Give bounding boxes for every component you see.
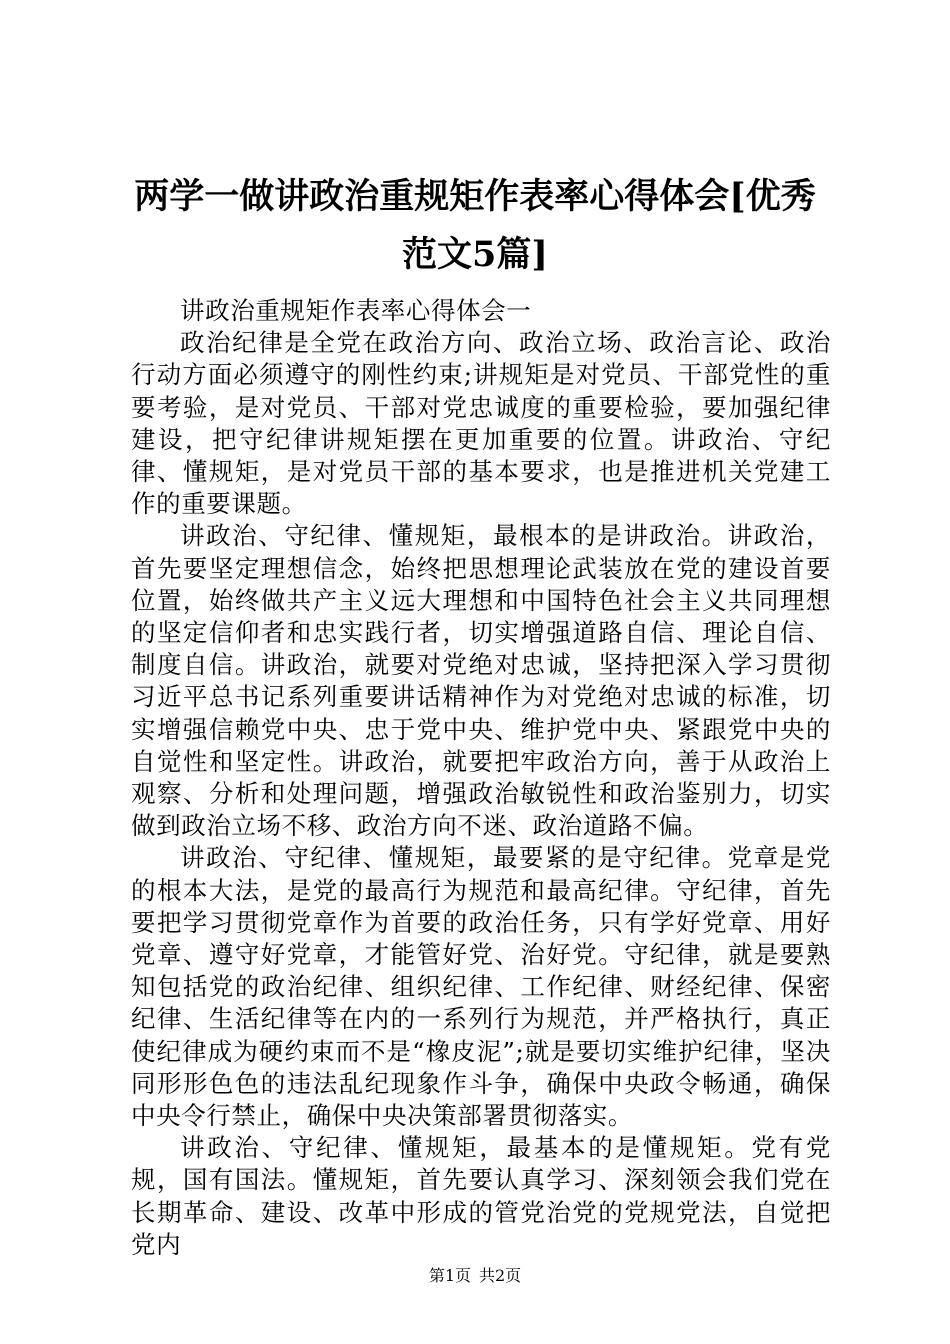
- paragraph-1: 政治纪律是全党在政治方向、政治立场、政治言论、政治行动方面必须遵守的刚性约束;讲规矩是对党员、干部党性的重要考验，是对党员、干部对党忠诚度的重要检验，要加强纪律建设，把守纪律讲规矩摆在更加重要的位置。讲政治、守纪律、懂规矩，是对党员干部的基本要求，也是推进机关党建工作的重要课题。: [131, 328, 831, 519]
- paragraph-4: 讲政治、守纪律、懂规矩，最基本的是懂规矩。党有党规，国有国法。懂规矩，首先要认真学习、深刻领会我们党在长期革命、建设、改革中形成的管党治党的党规党法，自觉把党内: [131, 1133, 831, 1259]
- paragraph-2: 讲政治、守纪律、懂规矩，最根本的是讲政治。讲政治，首先要坚定理想信念，始终把思想理论武装放在党的建设首要位置，始终做共产主义远大理想和中国特色社会主义共同理想的坚定信仰者和忠实践行者，切实增强道路自信、理论自信、制度自信。讲政治，就要对党绝对忠诚，坚持把深入学习贯彻习近平总书记系列重要讲话精神作为对党绝对忠诚的标准，切实增强信赖党中央、忠于党中央、维护党中央、紧跟党中央的自觉性和坚定性。讲政治，就要把牢政治方向，善于从政治上观察、分析和处理问题，增强政治敏锐性和政治鉴别力，切实做到政治立场不移、政治方向不迷、政治道路不偏。: [131, 521, 831, 841]
- page-number: 第1页: [428, 1266, 471, 1285]
- document-body: [131, 295, 831, 1261]
- document-title-line-1: 两学一做讲政治重规矩作表率心得体会[优秀: [134, 176, 816, 217]
- page-total: 共2页: [479, 1266, 522, 1285]
- section-heading: 讲政治重规矩作表率心得体会一: [180, 296, 532, 325]
- document-title: [120, 168, 830, 284]
- document-title-line-2: 范文5篇]: [402, 234, 548, 275]
- paragraph-3: 讲政治、守纪律、懂规矩，最要紧的是守纪律。党章是党的根本大法，是党的最高行为规范和最高纪律。守纪律，首先要把学习贯彻党章作为首要的政治任务，只有学好党章、用好党章、遵守好党章，才能管好党、治好党。守纪律，就是要熟知包括党的政治纪律、组织纪律、工作纪律、财经纪律、保密纪律、生活纪律等在内的一系列行为规范，并严格执行，真正使纪律成为硬约束而不是“橡皮泥”;就是要切实维护纪律，坚决同形形色色的违法乱纪现象作斗争，确保中央政令畅通，确保中央令行禁止，确保中央决策部署贯彻落实。: [131, 843, 831, 1131]
- page-footer: [0, 1266, 950, 1286]
